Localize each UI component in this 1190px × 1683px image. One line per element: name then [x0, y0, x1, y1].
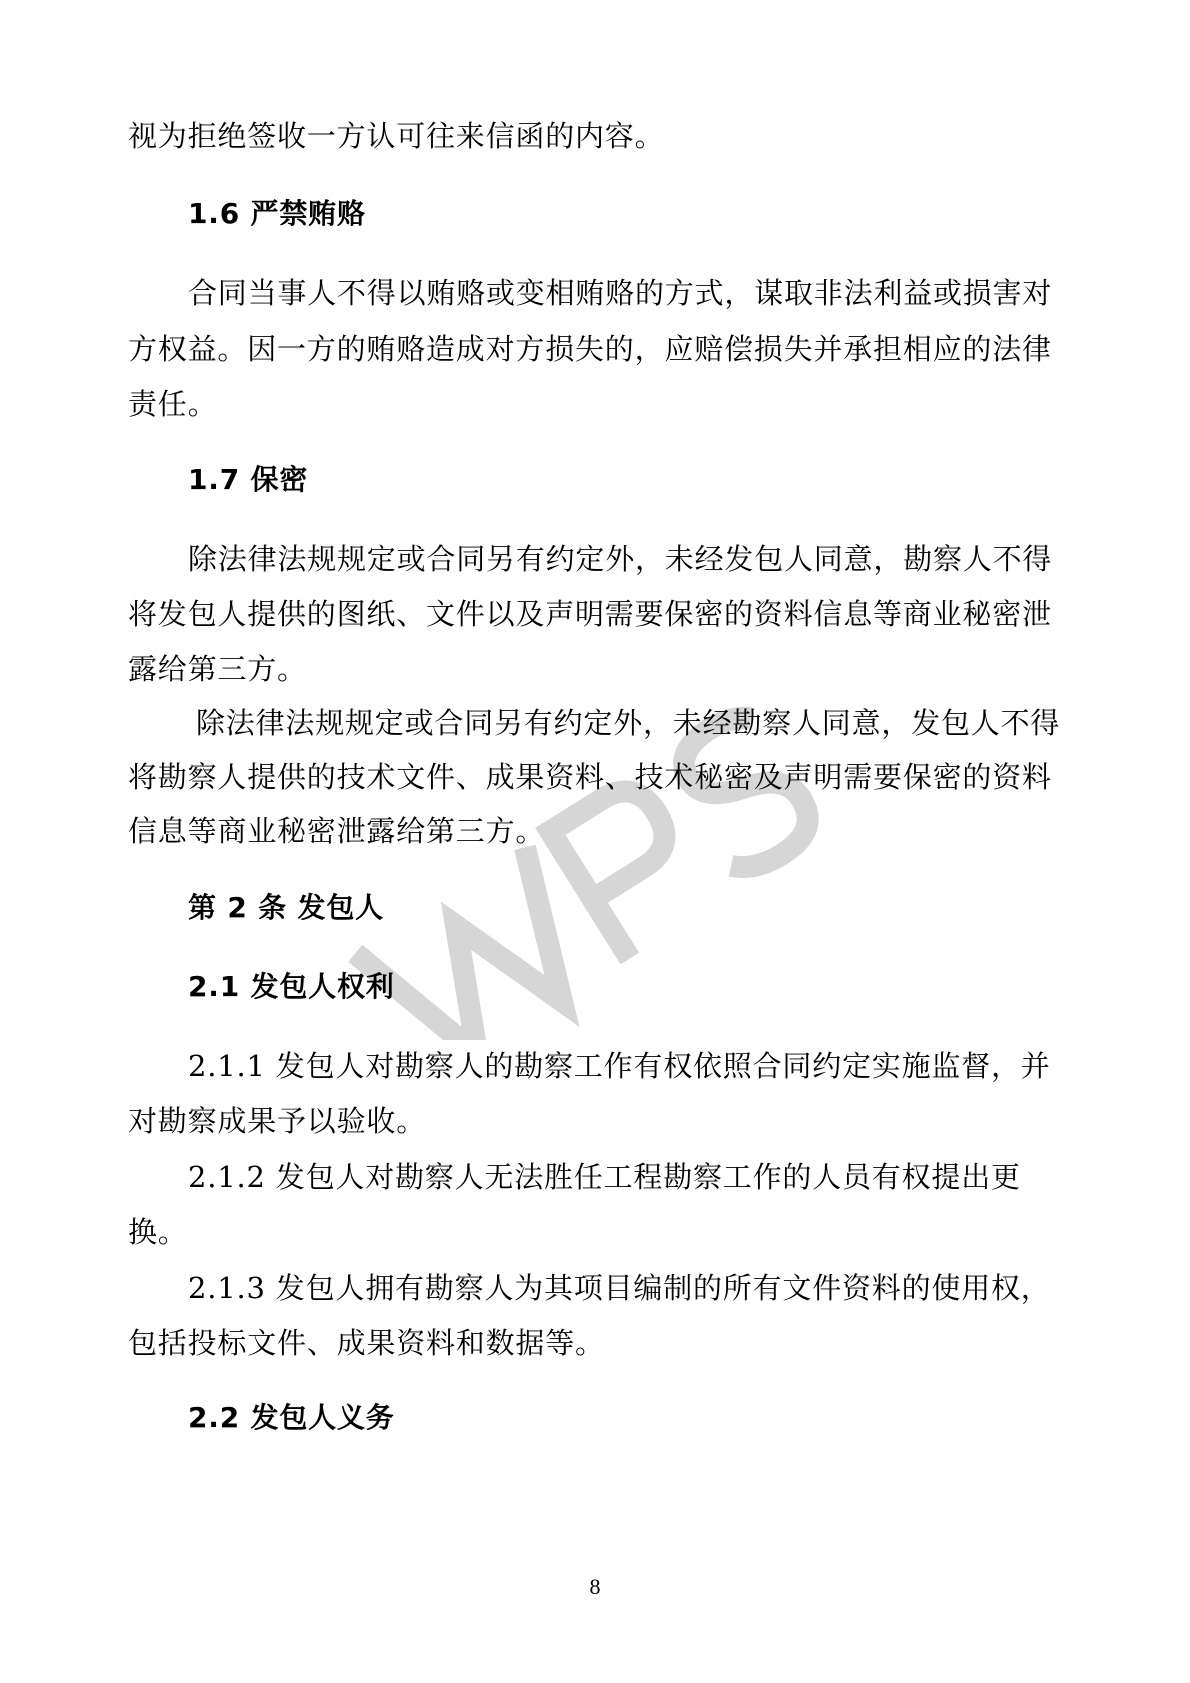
page-number: 8 — [589, 1574, 601, 1599]
paragraph-line-continuation: 视为拒绝签收一方认可往来信函的内容。 — [128, 119, 665, 153]
paragraph-line: 2.1.2 发包人对勘察人无法胜任工程勘察工作的人员有权提出更 — [188, 1160, 1021, 1194]
section-heading-2-1: 2.1 发包人权利 — [188, 970, 395, 1003]
paragraph-line: 信息等商业秘密泄露给第三方。 — [128, 814, 546, 848]
paragraph-line: 将发包人提供的图纸、文件以及声明需要保密的资料信息等商业秘密泄 — [128, 597, 1052, 631]
paragraph-line: 除法律法规规定或合同另有约定外，未经勘察人同意，发包人不得 — [196, 706, 1061, 740]
paragraph-line: 换。 — [128, 1215, 188, 1249]
paragraph-line: 除法律法规规定或合同另有约定外，未经发包人同意，勘察人不得 — [188, 542, 1053, 576]
paragraph-line: 2.1.1 发包人对勘察人的勘察工作有权依照合同约定实施监督，并 — [188, 1049, 1051, 1083]
paragraph-line: 责任。 — [128, 387, 218, 421]
article-heading-2: 第 2 条 发包人 — [188, 891, 384, 924]
section-heading-2-2: 2.2 发包人义务 — [188, 1401, 395, 1434]
paragraph-line: 2.1.3 发包人拥有勘察人为其项目编制的所有文件资料的使用权， — [188, 1271, 1051, 1305]
paragraph-line: 将勘察人提供的技术文件、成果资料、技术秘密及声明需要保密的资料 — [128, 760, 1052, 794]
section-heading-1-7: 1.7 保密 — [188, 463, 309, 496]
paragraph-line: 露给第三方。 — [128, 652, 307, 686]
paragraph-line: 方权益。因一方的贿赂造成对方损失的，应赔偿损失并承担相应的法律 — [128, 332, 1052, 366]
paragraph-line: 包括投标文件、成果资料和数据等。 — [128, 1326, 605, 1360]
section-heading-1-6: 1.6 严禁贿赂 — [188, 197, 366, 230]
paragraph-line: 对勘察成果予以验收。 — [128, 1104, 427, 1138]
paragraph-line: 合同当事人不得以贿赂或变相贿赂的方式，谋取非法利益或损害对 — [188, 276, 1053, 310]
